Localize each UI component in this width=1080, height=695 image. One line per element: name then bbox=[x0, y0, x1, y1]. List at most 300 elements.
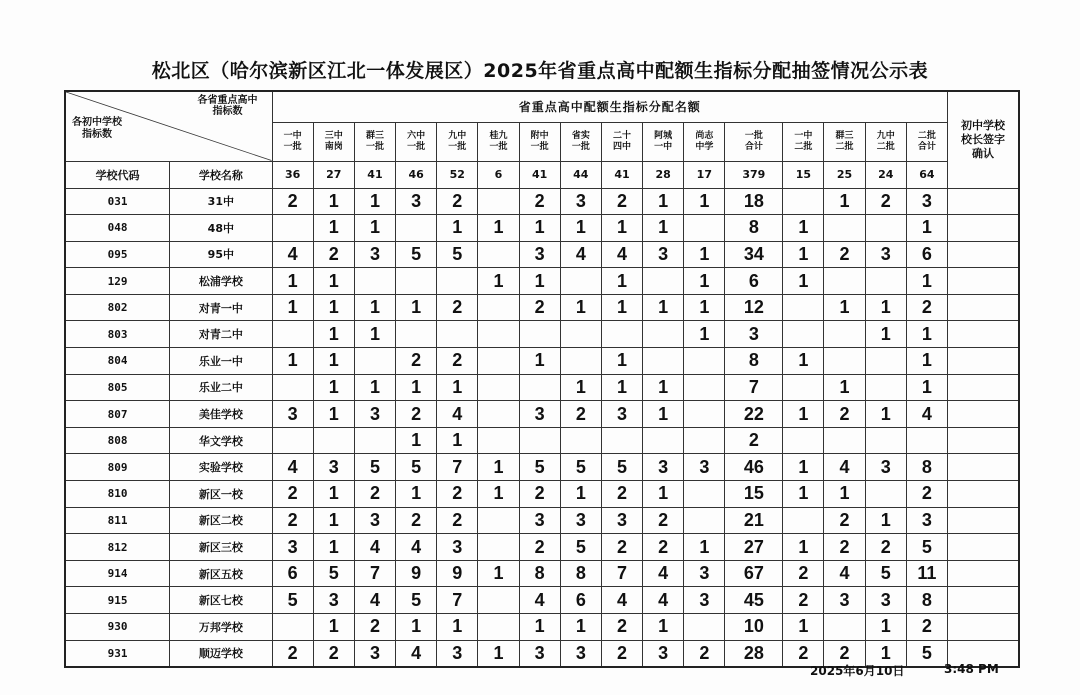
quota-cell: 1 bbox=[354, 321, 395, 348]
quota-cell: 1 bbox=[519, 614, 560, 641]
totals-row bbox=[65, 161, 1019, 188]
quota-cell bbox=[478, 534, 519, 561]
quota-cell bbox=[684, 614, 725, 641]
quota-cell: 18 bbox=[725, 188, 783, 215]
signature-cell[interactable] bbox=[948, 294, 1019, 321]
quota-cell bbox=[783, 321, 824, 348]
high-school-header: 二十 四中 bbox=[601, 122, 642, 161]
school-code: 803 bbox=[65, 321, 170, 348]
quota-cell: 1 bbox=[272, 348, 313, 375]
table-row bbox=[65, 507, 1019, 534]
quota-cell bbox=[824, 348, 865, 375]
table-row bbox=[65, 215, 1019, 242]
quota-cell bbox=[478, 507, 519, 534]
page-title: 松北区（哈尔滨新区江北一体发展区）2025年省重点高中配额生指标分配抽签情况公示表 bbox=[151, 60, 929, 82]
quota-cell bbox=[478, 374, 519, 401]
diag-bottom-label: 各初中学校 指标数 bbox=[72, 116, 122, 140]
quota-cell bbox=[272, 374, 313, 401]
quota-cell: 1 bbox=[783, 454, 824, 481]
quota-cell: 2 bbox=[601, 640, 642, 667]
high-school-header: 尚志 中学 bbox=[684, 122, 725, 161]
quota-cell bbox=[684, 481, 725, 508]
signature-cell[interactable] bbox=[948, 507, 1019, 534]
school-name: 实验学校 bbox=[170, 454, 272, 481]
quota-cell: 3 bbox=[906, 188, 947, 215]
signature-cell[interactable] bbox=[948, 534, 1019, 561]
quota-cell: 1 bbox=[783, 241, 824, 268]
quota-cell bbox=[824, 614, 865, 641]
quota-cell: 2 bbox=[824, 534, 865, 561]
quota-cell: 1 bbox=[865, 640, 906, 667]
school-code: 802 bbox=[65, 294, 170, 321]
quota-cell: 3 bbox=[519, 507, 560, 534]
school-name: 松浦学校 bbox=[170, 268, 272, 295]
footer-time: 3:48 PM bbox=[944, 662, 999, 676]
quota-cell: 1 bbox=[313, 348, 354, 375]
quota-cell: 3 bbox=[437, 534, 478, 561]
quota-cell: 11 bbox=[906, 560, 947, 587]
quota-cell: 5 bbox=[906, 534, 947, 561]
quota-cell: 1 bbox=[684, 188, 725, 215]
school-code: 129 bbox=[65, 268, 170, 295]
signature-cell[interactable] bbox=[948, 321, 1019, 348]
quota-cell: 7 bbox=[601, 560, 642, 587]
quota-cell: 3 bbox=[272, 401, 313, 428]
school-code: 915 bbox=[65, 587, 170, 614]
school-name: 对青二中 bbox=[170, 321, 272, 348]
quota-cell: 8 bbox=[560, 560, 601, 587]
quota-cell: 2 bbox=[865, 188, 906, 215]
school-code: 095 bbox=[65, 241, 170, 268]
quota-cell bbox=[478, 427, 519, 454]
principal-confirm-header: 初中学校 校长签字 确认 bbox=[948, 91, 1019, 188]
quota-total: 24 bbox=[865, 161, 906, 188]
quota-cell bbox=[643, 268, 684, 295]
quota-cell bbox=[865, 268, 906, 295]
table-row bbox=[65, 241, 1019, 268]
quota-cell: 2 bbox=[519, 534, 560, 561]
quota-cell: 2 bbox=[519, 481, 560, 508]
school-name: 95中 bbox=[170, 241, 272, 268]
table-row bbox=[65, 534, 1019, 561]
quota-cell: 1 bbox=[354, 215, 395, 242]
quota-cell: 3 bbox=[560, 640, 601, 667]
quota-cell: 2 bbox=[313, 640, 354, 667]
quota-cell bbox=[865, 348, 906, 375]
quota-cell: 8 bbox=[725, 215, 783, 242]
quota-cell: 3 bbox=[601, 507, 642, 534]
quota-cell: 9 bbox=[396, 560, 437, 587]
quota-cell: 5 bbox=[313, 560, 354, 587]
school-name: 31中 bbox=[170, 188, 272, 215]
quota-total: 52 bbox=[437, 161, 478, 188]
quota-total: 36 bbox=[272, 161, 313, 188]
name-column-label: 学校名称 bbox=[170, 161, 272, 188]
quota-cell: 1 bbox=[313, 215, 354, 242]
school-name: 48中 bbox=[170, 215, 272, 242]
quota-cell: 5 bbox=[601, 454, 642, 481]
quota-total: 41 bbox=[601, 161, 642, 188]
quota-cell: 2 bbox=[906, 614, 947, 641]
signature-cell[interactable] bbox=[948, 348, 1019, 375]
quota-cell: 2 bbox=[396, 507, 437, 534]
quota-cell: 3 bbox=[684, 454, 725, 481]
quota-cell bbox=[783, 507, 824, 534]
quota-cell: 1 bbox=[396, 294, 437, 321]
quota-cell: 2 bbox=[601, 481, 642, 508]
quota-cell: 3 bbox=[865, 587, 906, 614]
allocation-table bbox=[64, 90, 1020, 668]
quota-cell: 12 bbox=[725, 294, 783, 321]
school-name: 新区三校 bbox=[170, 534, 272, 561]
quota-cell: 1 bbox=[313, 614, 354, 641]
quota-cell: 1 bbox=[396, 481, 437, 508]
quota-cell bbox=[783, 427, 824, 454]
quota-total: 379 bbox=[725, 161, 783, 188]
quota-cell bbox=[519, 321, 560, 348]
quota-cell: 6 bbox=[725, 268, 783, 295]
quota-cell: 1 bbox=[437, 215, 478, 242]
quota-cell: 15 bbox=[725, 481, 783, 508]
quota-cell bbox=[437, 268, 478, 295]
quota-cell: 1 bbox=[478, 454, 519, 481]
quota-cell: 1 bbox=[396, 427, 437, 454]
quota-cell: 2 bbox=[783, 560, 824, 587]
quota-cell: 1 bbox=[313, 401, 354, 428]
signature-cell[interactable] bbox=[948, 587, 1019, 614]
quota-cell bbox=[684, 427, 725, 454]
quota-cell: 3 bbox=[684, 560, 725, 587]
quota-cell: 34 bbox=[725, 241, 783, 268]
quota-cell: 1 bbox=[684, 294, 725, 321]
quota-cell bbox=[824, 215, 865, 242]
quota-cell: 1 bbox=[601, 294, 642, 321]
quota-cell bbox=[865, 427, 906, 454]
quota-cell: 1 bbox=[824, 188, 865, 215]
table-row bbox=[65, 348, 1019, 375]
quota-cell: 1 bbox=[437, 374, 478, 401]
quota-cell: 2 bbox=[519, 294, 560, 321]
high-school-header: 一中 一批 bbox=[272, 122, 313, 161]
quota-cell: 3 bbox=[272, 534, 313, 561]
quota-cell bbox=[272, 321, 313, 348]
quota-cell: 2 bbox=[725, 427, 783, 454]
quota-cell: 5 bbox=[354, 454, 395, 481]
signature-cell[interactable] bbox=[948, 241, 1019, 268]
quota-cell bbox=[478, 614, 519, 641]
quota-cell: 4 bbox=[354, 534, 395, 561]
quota-cell: 4 bbox=[824, 454, 865, 481]
quota-cell: 7 bbox=[437, 454, 478, 481]
quota-cell: 1 bbox=[783, 614, 824, 641]
quota-cell bbox=[824, 321, 865, 348]
high-school-header: 省实 一批 bbox=[560, 122, 601, 161]
quota-cell: 4 bbox=[272, 241, 313, 268]
school-name: 新区一校 bbox=[170, 481, 272, 508]
quota-cell: 1 bbox=[783, 401, 824, 428]
school-code: 914 bbox=[65, 560, 170, 587]
quota-cell: 1 bbox=[643, 374, 684, 401]
quota-cell: 3 bbox=[519, 640, 560, 667]
school-code: 805 bbox=[65, 374, 170, 401]
quota-cell: 5 bbox=[865, 560, 906, 587]
quota-total: 41 bbox=[354, 161, 395, 188]
quota-cell bbox=[478, 321, 519, 348]
quota-cell: 8 bbox=[725, 348, 783, 375]
quota-header: 省重点高中配额生指标分配名额 bbox=[272, 91, 947, 122]
diag-top-label: 各省重点高中 指标数 bbox=[197, 95, 258, 117]
quota-cell: 3 bbox=[354, 401, 395, 428]
high-school-header: 九中 一批 bbox=[437, 122, 478, 161]
school-code: 812 bbox=[65, 534, 170, 561]
quota-cell: 5 bbox=[560, 454, 601, 481]
code-column-label: 学校代码 bbox=[65, 161, 170, 188]
quota-cell: 1 bbox=[601, 215, 642, 242]
quota-cell: 3 bbox=[725, 321, 783, 348]
quota-cell: 2 bbox=[519, 188, 560, 215]
quota-cell: 1 bbox=[643, 188, 684, 215]
quota-total: 27 bbox=[313, 161, 354, 188]
quota-cell: 27 bbox=[725, 534, 783, 561]
quota-cell bbox=[478, 241, 519, 268]
quota-cell: 4 bbox=[601, 587, 642, 614]
high-school-header: 二批 合计 bbox=[906, 122, 947, 161]
high-school-header: 群三 一批 bbox=[354, 122, 395, 161]
quota-cell bbox=[906, 427, 947, 454]
quota-cell: 2 bbox=[437, 348, 478, 375]
quota-cell: 1 bbox=[313, 294, 354, 321]
quota-cell: 1 bbox=[643, 294, 684, 321]
quota-cell bbox=[684, 401, 725, 428]
quota-cell: 4 bbox=[519, 587, 560, 614]
quota-cell: 5 bbox=[396, 454, 437, 481]
table-row bbox=[65, 427, 1019, 454]
school-code: 809 bbox=[65, 454, 170, 481]
quota-cell: 3 bbox=[560, 507, 601, 534]
quota-total: 64 bbox=[906, 161, 947, 188]
school-name: 对青一中 bbox=[170, 294, 272, 321]
quota-cell: 2 bbox=[783, 640, 824, 667]
quota-cell: 3 bbox=[643, 454, 684, 481]
quota-cell bbox=[272, 614, 313, 641]
quota-cell: 1 bbox=[824, 481, 865, 508]
quota-cell: 3 bbox=[560, 188, 601, 215]
school-name: 顺迈学校 bbox=[170, 640, 272, 667]
quota-cell: 5 bbox=[560, 534, 601, 561]
quota-cell bbox=[783, 294, 824, 321]
table-row bbox=[65, 614, 1019, 641]
signature-cell[interactable] bbox=[948, 427, 1019, 454]
signature-cell[interactable] bbox=[948, 268, 1019, 295]
quota-cell: 1 bbox=[272, 294, 313, 321]
quota-cell: 1 bbox=[478, 215, 519, 242]
quota-cell bbox=[478, 188, 519, 215]
quota-cell bbox=[313, 427, 354, 454]
quota-cell bbox=[437, 321, 478, 348]
quota-cell: 2 bbox=[601, 534, 642, 561]
quota-cell: 1 bbox=[437, 614, 478, 641]
quota-cell: 1 bbox=[906, 215, 947, 242]
quota-cell: 1 bbox=[906, 321, 947, 348]
quota-cell: 7 bbox=[437, 587, 478, 614]
quota-cell bbox=[354, 348, 395, 375]
quota-cell: 4 bbox=[906, 401, 947, 428]
quota-cell bbox=[824, 268, 865, 295]
quota-cell bbox=[684, 348, 725, 375]
quota-cell: 1 bbox=[643, 481, 684, 508]
quota-cell bbox=[354, 427, 395, 454]
quota-cell bbox=[519, 374, 560, 401]
quota-cell: 1 bbox=[601, 268, 642, 295]
quota-cell: 2 bbox=[601, 188, 642, 215]
quota-cell: 3 bbox=[519, 401, 560, 428]
quota-cell: 6 bbox=[272, 560, 313, 587]
quota-cell: 3 bbox=[354, 507, 395, 534]
quota-cell: 2 bbox=[354, 481, 395, 508]
school-code: 811 bbox=[65, 507, 170, 534]
quota-cell: 8 bbox=[906, 587, 947, 614]
school-name: 乐业一中 bbox=[170, 348, 272, 375]
quota-cell: 3 bbox=[865, 241, 906, 268]
quota-cell bbox=[783, 188, 824, 215]
quota-cell: 1 bbox=[396, 614, 437, 641]
school-code: 048 bbox=[65, 215, 170, 242]
quota-cell: 1 bbox=[313, 374, 354, 401]
school-name: 美佳学校 bbox=[170, 401, 272, 428]
table-row bbox=[65, 454, 1019, 481]
quota-cell: 2 bbox=[437, 188, 478, 215]
quota-cell: 6 bbox=[906, 241, 947, 268]
quota-cell: 1 bbox=[478, 560, 519, 587]
high-school-header: 一中 二批 bbox=[783, 122, 824, 161]
quota-cell: 1 bbox=[313, 321, 354, 348]
quota-cell: 3 bbox=[865, 454, 906, 481]
quota-cell bbox=[560, 427, 601, 454]
quota-cell: 9 bbox=[437, 560, 478, 587]
quota-cell: 1 bbox=[560, 481, 601, 508]
signature-cell[interactable] bbox=[948, 401, 1019, 428]
quota-cell: 1 bbox=[560, 374, 601, 401]
quota-cell bbox=[396, 268, 437, 295]
footer-date: 2025年6月10日 bbox=[810, 664, 905, 678]
quota-cell: 45 bbox=[725, 587, 783, 614]
quota-cell: 2 bbox=[824, 401, 865, 428]
quota-cell: 2 bbox=[272, 640, 313, 667]
quota-cell bbox=[783, 374, 824, 401]
quota-cell: 3 bbox=[643, 640, 684, 667]
quota-cell: 3 bbox=[313, 587, 354, 614]
quota-cell: 1 bbox=[478, 268, 519, 295]
quota-cell: 1 bbox=[906, 374, 947, 401]
quota-cell bbox=[643, 321, 684, 348]
quota-cell bbox=[478, 348, 519, 375]
signature-cell[interactable] bbox=[948, 454, 1019, 481]
high-school-header: 群三 二批 bbox=[824, 122, 865, 161]
signature-cell[interactable] bbox=[948, 374, 1019, 401]
quota-cell: 1 bbox=[643, 401, 684, 428]
quota-cell: 5 bbox=[906, 640, 947, 667]
school-name: 新区二校 bbox=[170, 507, 272, 534]
school-code: 810 bbox=[65, 481, 170, 508]
quota-cell: 21 bbox=[725, 507, 783, 534]
quota-cell: 2 bbox=[272, 507, 313, 534]
quota-cell: 7 bbox=[725, 374, 783, 401]
diagonal-header-cell bbox=[65, 91, 272, 161]
quota-cell: 1 bbox=[478, 640, 519, 667]
quota-cell: 1 bbox=[783, 215, 824, 242]
quota-cell bbox=[354, 268, 395, 295]
high-school-header: 一批 合计 bbox=[725, 122, 783, 161]
quota-cell: 3 bbox=[354, 241, 395, 268]
quota-cell: 1 bbox=[560, 294, 601, 321]
table-row bbox=[65, 294, 1019, 321]
quota-total: 17 bbox=[684, 161, 725, 188]
high-school-header: 阿城 一中 bbox=[643, 122, 684, 161]
quota-cell: 1 bbox=[313, 188, 354, 215]
quota-cell: 2 bbox=[865, 534, 906, 561]
quota-cell: 8 bbox=[519, 560, 560, 587]
quota-cell: 1 bbox=[783, 534, 824, 561]
quota-cell: 2 bbox=[560, 401, 601, 428]
quota-cell: 1 bbox=[272, 268, 313, 295]
quota-cell: 3 bbox=[601, 401, 642, 428]
table-row bbox=[65, 481, 1019, 508]
school-name: 新区七校 bbox=[170, 587, 272, 614]
quota-cell: 4 bbox=[601, 241, 642, 268]
quota-cell: 1 bbox=[684, 268, 725, 295]
quota-cell: 10 bbox=[725, 614, 783, 641]
quota-cell: 1 bbox=[601, 348, 642, 375]
quota-cell: 5 bbox=[437, 241, 478, 268]
quota-cell: 1 bbox=[906, 348, 947, 375]
quota-cell bbox=[865, 374, 906, 401]
school-code: 807 bbox=[65, 401, 170, 428]
quota-cell bbox=[643, 427, 684, 454]
signature-cell[interactable] bbox=[948, 215, 1019, 242]
signature-cell[interactable] bbox=[948, 481, 1019, 508]
quota-cell: 2 bbox=[783, 587, 824, 614]
quota-cell: 1 bbox=[643, 614, 684, 641]
signature-cell[interactable] bbox=[948, 614, 1019, 641]
quota-cell: 3 bbox=[684, 587, 725, 614]
quota-cell: 1 bbox=[478, 481, 519, 508]
quota-cell bbox=[643, 348, 684, 375]
quota-cell: 1 bbox=[865, 321, 906, 348]
quota-cell: 1 bbox=[783, 268, 824, 295]
school-code: 804 bbox=[65, 348, 170, 375]
table-row bbox=[65, 560, 1019, 587]
school-code: 031 bbox=[65, 188, 170, 215]
quota-cell: 1 bbox=[824, 294, 865, 321]
quota-cell: 1 bbox=[865, 401, 906, 428]
quota-cell: 2 bbox=[396, 348, 437, 375]
school-code: 808 bbox=[65, 427, 170, 454]
quota-cell: 3 bbox=[313, 454, 354, 481]
quota-cell: 1 bbox=[354, 374, 395, 401]
quota-cell: 1 bbox=[560, 215, 601, 242]
school-name: 新区五校 bbox=[170, 560, 272, 587]
signature-cell[interactable] bbox=[948, 560, 1019, 587]
quota-cell: 1 bbox=[519, 268, 560, 295]
quota-cell: 4 bbox=[643, 560, 684, 587]
quota-cell: 4 bbox=[560, 241, 601, 268]
signature-cell[interactable] bbox=[948, 188, 1019, 215]
quota-cell: 1 bbox=[313, 481, 354, 508]
high-school-header: 三中 南岗 bbox=[313, 122, 354, 161]
quota-cell: 2 bbox=[437, 294, 478, 321]
table-row bbox=[65, 268, 1019, 295]
table-row bbox=[65, 188, 1019, 215]
